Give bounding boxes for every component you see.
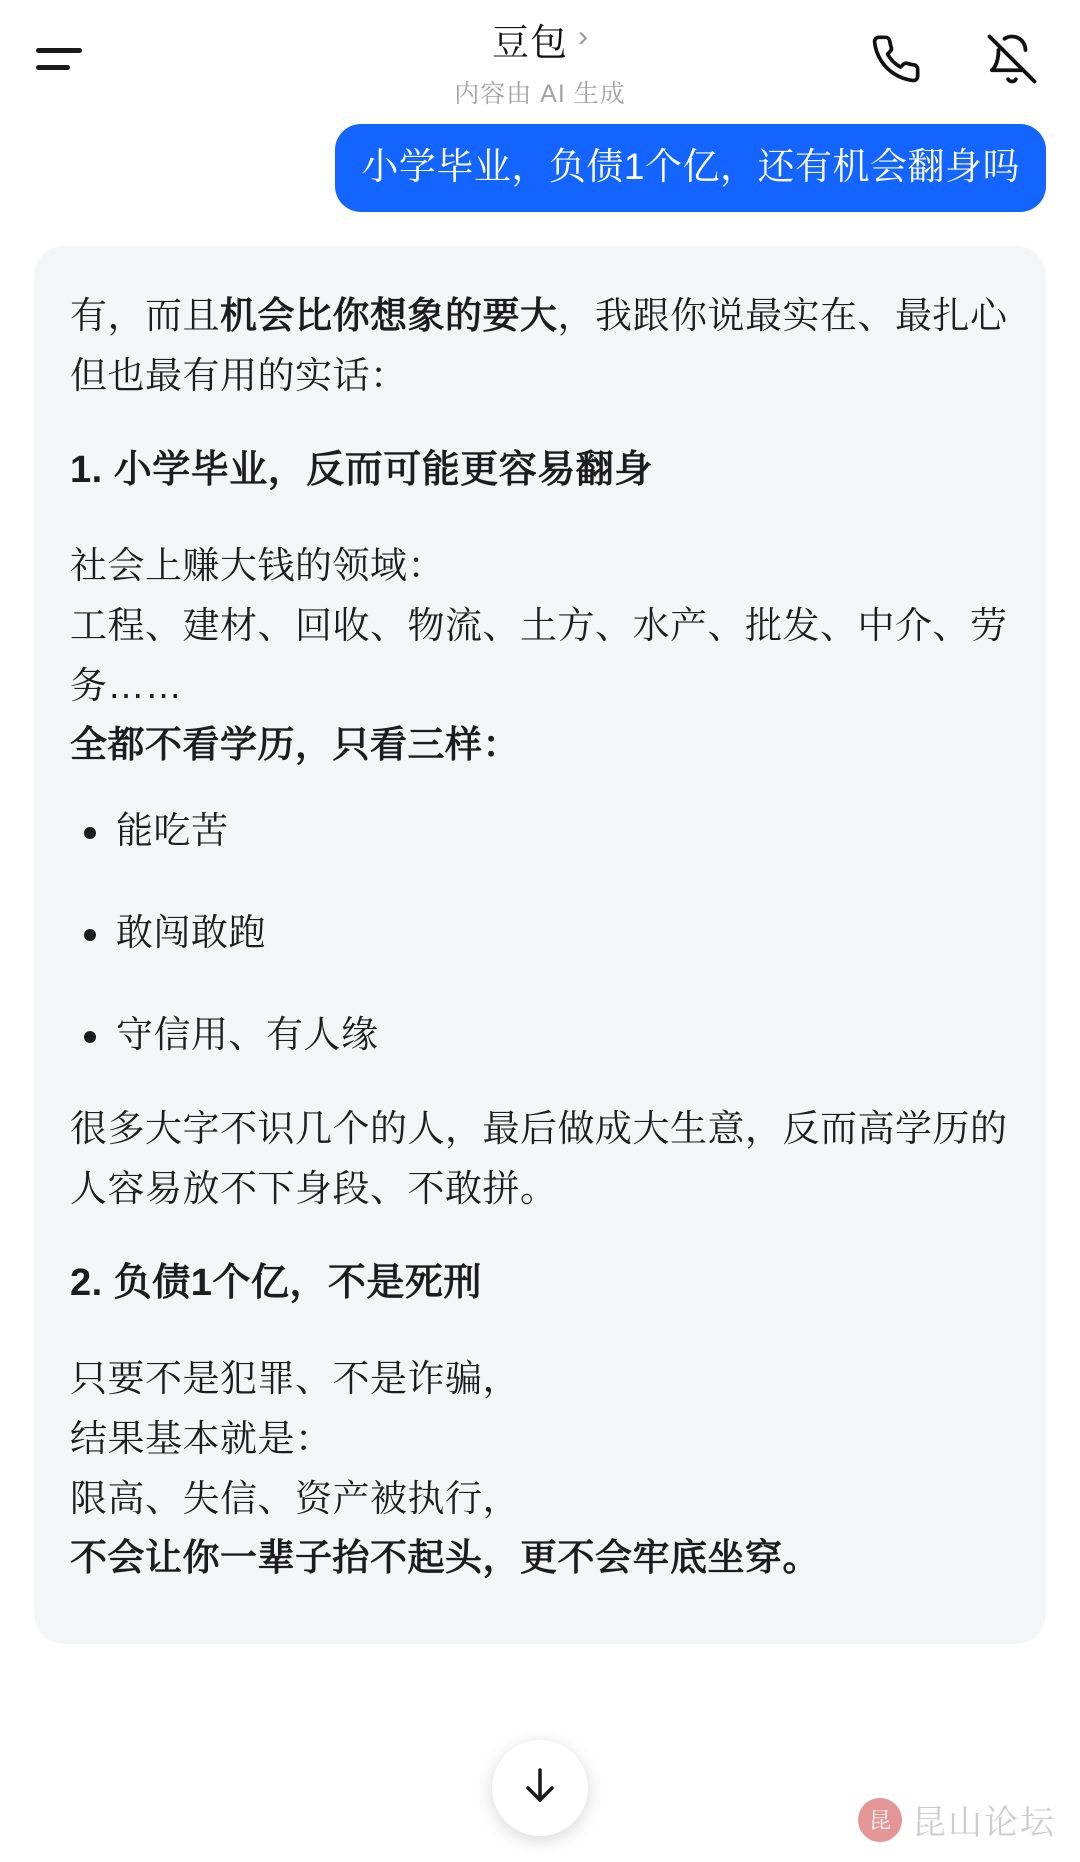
title-row[interactable] — [492, 12, 588, 66]
user-message-bubble[interactable]: 小学毕业，负债1个亿，还有机会翻身吗 — [335, 124, 1046, 212]
page-title: 豆包 — [492, 22, 568, 63]
section-2-number: 2. — [70, 1262, 114, 1305]
section-1-heading — [70, 440, 1010, 502]
watermark-badge: 昆 — [858, 1798, 902, 1842]
phone-icon[interactable] — [864, 27, 928, 91]
bell-muted-icon[interactable] — [980, 27, 1044, 91]
chat-scroll-area[interactable] — [0, 118, 1080, 1862]
user-message-row — [34, 124, 1046, 212]
hamburger-line-top — [36, 48, 82, 53]
section-2-line-1: 只要不是犯罪、不是诈骗， — [70, 1357, 520, 1399]
list-item: 守信用、有人缘 — [70, 1005, 1010, 1065]
section-2-line-3: 限高、失信、资产被执行， — [70, 1477, 520, 1519]
scroll-to-bottom-button[interactable] — [492, 1740, 588, 1836]
list-item: 敢闯敢跑 — [70, 903, 1010, 963]
header-actions — [864, 27, 1044, 91]
section-2-line-2: 结果基本就是： — [70, 1417, 333, 1459]
section-2-heading — [70, 1253, 1010, 1315]
arrow-down-icon — [516, 1762, 564, 1815]
section-1-line-2: 工程、建材、回收、物流、土方、水产、批发、中介、劳务…… — [70, 604, 1008, 706]
hamburger-menu-icon[interactable] — [36, 24, 106, 94]
section-1-number: 1. — [70, 449, 114, 492]
intro-text-2: ，我跟你说最实在、最扎心但也最有用的实话： — [70, 295, 1008, 397]
watermark-text: 昆山论坛 — [912, 1804, 1056, 1842]
ai-disclaimer: 内容由 AI 生成 — [454, 80, 626, 108]
hamburger-line-bottom — [36, 65, 70, 70]
intro-text-1: 有，而且 — [70, 295, 220, 337]
chevron-right-icon[interactable]: › — [578, 20, 588, 53]
section-2-heading-text: 负债1个亿，不是死刑 — [113, 1262, 482, 1305]
section-2-line-4-bold: 不会让你一辈子抬不起头，更不会牢底坐穿。 — [70, 1537, 820, 1579]
ai-message-bubble[interactable] — [34, 246, 1046, 1644]
ai-intro-paragraph — [70, 286, 1010, 406]
section-2-line-4 — [70, 1528, 1010, 1588]
section-1-line-1: 社会上赚大钱的领域： — [70, 544, 445, 586]
section-1-heading-part1: 小学毕业， — [113, 449, 307, 492]
section-1-heading-part2: 反而可能更容易翻身 — [306, 449, 653, 492]
forum-watermark — [858, 1795, 1056, 1844]
section-1-lines — [70, 536, 1010, 776]
intro-text-bold: 机会比你想象的要大 — [220, 295, 558, 337]
app-header — [0, 0, 1080, 118]
section-2-lines — [70, 1349, 1010, 1589]
section-1-bullet-list — [70, 801, 1010, 1065]
section-1-line-3-bold: 全都不看学历，只看三样： — [70, 724, 520, 766]
list-item: 能吃苦 — [70, 801, 1010, 861]
section-1-line-3 — [70, 715, 1010, 775]
section-1-paragraph: 很多大字不识几个的人，最后做成大生意，反而高学历的人容易放不下身段、不敢拼。 — [70, 1108, 1008, 1210]
